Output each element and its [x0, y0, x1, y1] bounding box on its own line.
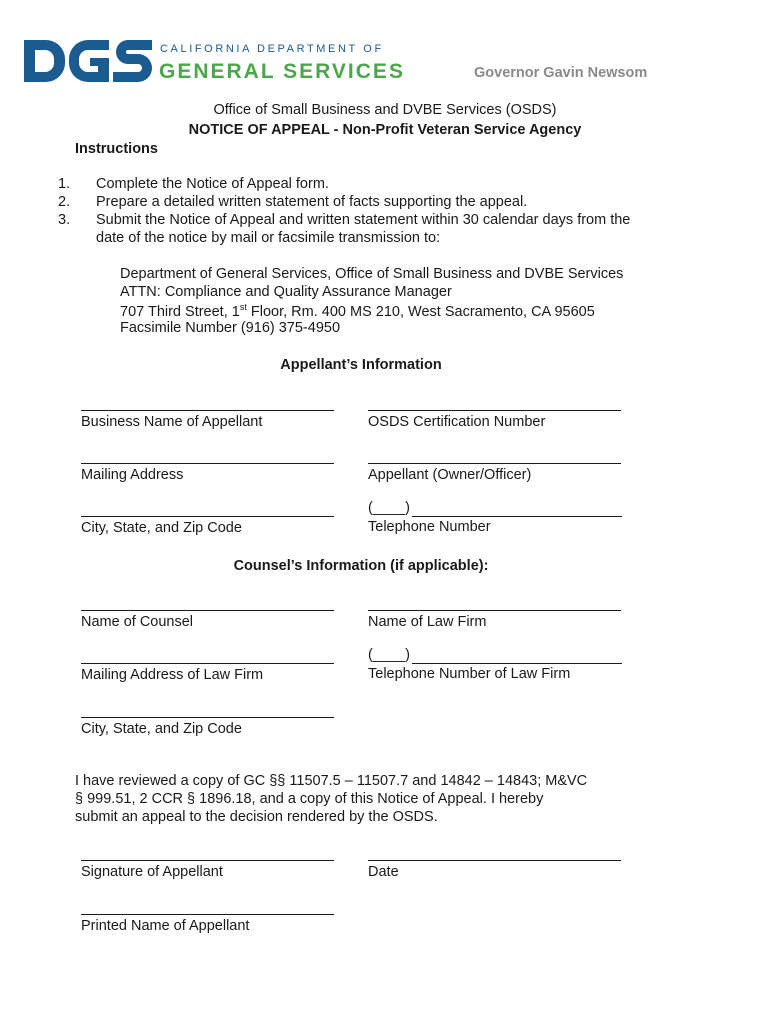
statement-line1: I have reviewed a copy of GC §§ 11507.5 – 11507.7 and 14842 – 14843; M&VC: [75, 773, 588, 789]
instruction-number: 2.: [58, 194, 71, 210]
counsel-city-state-zip-field[interactable]: [81, 717, 334, 737]
counsel-heading: Counsel’s Information (if applicable):: [233, 558, 489, 574]
date-field[interactable]: [368, 860, 621, 880]
dgs-logo-mark: [24, 40, 152, 82]
date-label: Date: [368, 864, 399, 880]
instruction-item-2: [0, 194, 770, 214]
counsel-name-field[interactable]: [81, 610, 334, 630]
city-state-zip-label: City, State, and Zip Code: [81, 520, 242, 536]
address-street: 707 Third Street, 1: [120, 303, 240, 320]
fax-number: Facsimile Number (916) 375-4950: [120, 320, 341, 336]
statement-line2: § 999.51, 2 CCR § 1896.18, and a copy of this Notice of Appeal. I hereby: [75, 791, 544, 807]
instruction-number: 3.: [58, 212, 71, 228]
law-firm-label: Name of Law Firm: [368, 614, 487, 630]
printed-name-label: Printed Name of Appellant: [81, 918, 250, 934]
law-firm-area-code-blank: (____): [368, 647, 410, 663]
certification-number-label: OSDS Certification Number: [368, 414, 546, 430]
notice-title: NOTICE OF APPEAL - Non-Profit Veteran Service Agency: [188, 122, 582, 138]
mailing-address-field[interactable]: [81, 463, 334, 483]
governor-name: Governor Gavin Newsom: [474, 65, 648, 81]
instruction-text: Complete the Notice of Appeal form.: [96, 176, 329, 192]
law-firm-field[interactable]: [368, 610, 621, 630]
address-floor-suffix: st: [239, 302, 247, 312]
owner-officer-field[interactable]: [368, 463, 621, 483]
instruction-item-1: [0, 176, 770, 196]
dgs-logo: [24, 40, 152, 87]
printed-name-field[interactable]: [81, 914, 334, 934]
counsel-name-label: Name of Counsel: [81, 614, 194, 630]
telephone-label: Telephone Number: [368, 519, 491, 535]
law-firm-telephone-label: Telephone Number of Law Firm: [368, 666, 571, 682]
instruction-text: Prepare a detailed written statement of facts supporting the appeal.: [96, 194, 528, 210]
address-line1: Department of General Services, Office of Small Business and DVBE Services: [120, 266, 624, 282]
address-line2: ATTN: Compliance and Quality Assurance Manager: [120, 284, 452, 300]
instruction-number: 1.: [58, 176, 71, 192]
instruction-text-continued: date of the notice by mail or facsimile transmission to:: [96, 230, 441, 246]
mailing-address-label: Mailing Address: [81, 467, 184, 483]
instructions-heading: Instructions: [75, 141, 158, 157]
address-line3: [120, 302, 595, 320]
owner-officer-label: Appellant (Owner/Officer): [368, 467, 532, 483]
appellant-heading: Appellant’s Information: [280, 357, 442, 373]
business-name-label: Business Name of Appellant: [81, 414, 263, 430]
org-name-line1: CALIFORNIA DEPARTMENT OF: [160, 43, 384, 55]
office-title: Office of Small Business and DVBE Services (OSDS): [213, 102, 557, 118]
org-name-line2: GENERAL SERVICES: [159, 60, 405, 83]
signature-label: Signature of Appellant: [81, 864, 223, 880]
certification-number-field[interactable]: [368, 410, 621, 430]
area-code-blank: (____): [368, 500, 410, 516]
city-state-zip-field[interactable]: [81, 516, 334, 536]
address-rest: Floor, Rm. 400 MS 210, West Sacramento, CA 95605: [246, 303, 595, 320]
law-firm-address-field[interactable]: [81, 663, 334, 683]
law-firm-address-label: Mailing Address of Law Firm: [81, 667, 264, 683]
instruction-text: Submit the Notice of Appeal and written statement within 30 calendar days from the: [96, 212, 631, 228]
counsel-city-state-zip-label: City, State, and Zip Code: [81, 721, 242, 737]
instruction-item-3: [0, 212, 770, 252]
business-name-field[interactable]: [81, 410, 334, 430]
statement-line3: submit an appeal to the decision rendered by the OSDS.: [75, 809, 438, 825]
signature-field[interactable]: [81, 860, 334, 880]
